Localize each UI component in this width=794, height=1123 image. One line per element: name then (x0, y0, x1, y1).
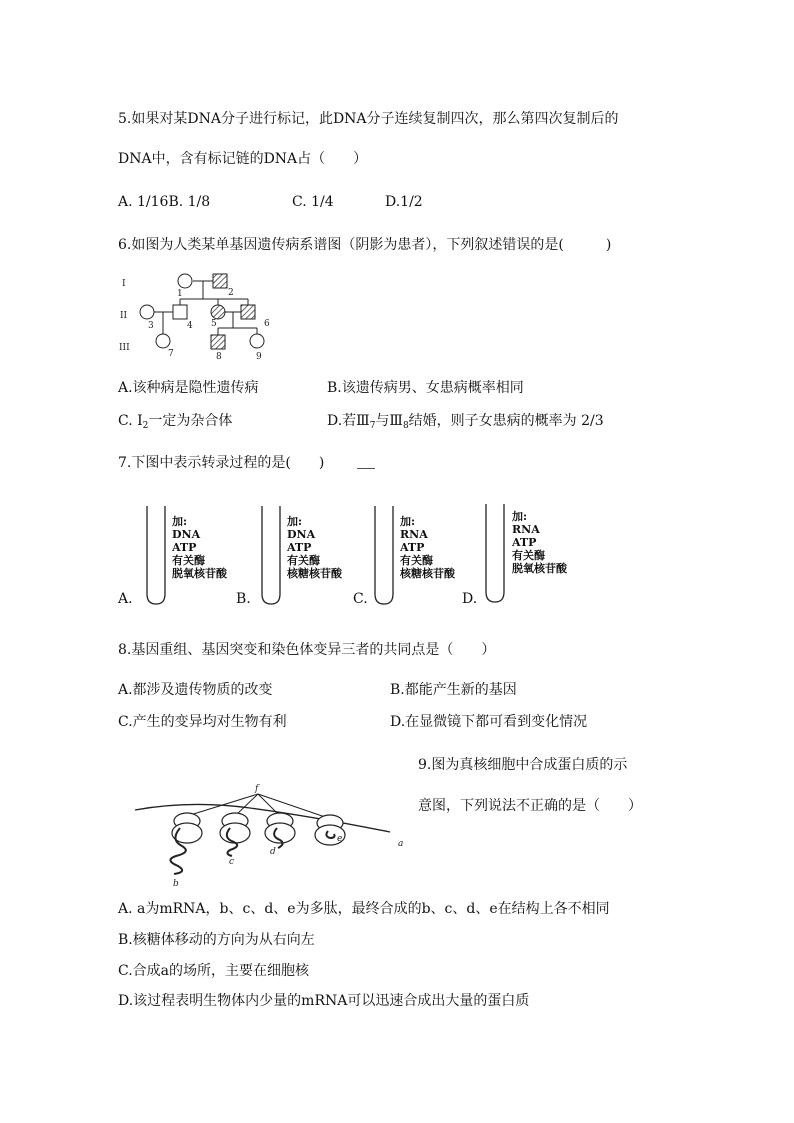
individual-label-2: 2 (228, 288, 234, 298)
tube-c-contents: 加: RNA ATP 有关酶 核糖核苷酸 (400, 515, 455, 580)
q5-option-c: C. 1/4 (292, 194, 334, 210)
test-tube-a-icon (144, 506, 168, 606)
q5-stem-line1: 5.如果对某DNA分子进行标记，此DNA分子连续复制四次，那么第四次复制后的 (118, 111, 619, 127)
q6-option-c: C. $Ⅰ_2$一定为杂合体 (118, 413, 233, 431)
q6-stem: 6.如图为人类某单基因遗传病系谱图（阴影为患者），下列叙述错误的是( ) (118, 237, 612, 253)
q9-stem-line1: 9.图为真核细胞中合成蛋白质的示 (418, 757, 628, 773)
generation-label-1: I (122, 279, 126, 289)
individual-label-1: 1 (177, 289, 183, 299)
tube-a-letter: A. (118, 591, 133, 607)
q5-option-d: D.1/2 (385, 194, 423, 210)
q9-option-c: C.合成a的场所，主要在细胞核 (118, 963, 310, 979)
tube-b-letter: B. (236, 591, 251, 607)
individual-label-3: 3 (148, 321, 154, 331)
q6-option-d: D.若$Ⅲ_7$与$Ⅲ_8$结婚，则子女患病的概率为 2/3 (327, 413, 604, 431)
q8-option-b: B.都能产生新的基因 (390, 682, 517, 698)
q8-option-a: A.都涉及遗传物质的改变 (118, 682, 273, 698)
test-tube-b-icon (259, 506, 283, 606)
q8-option-c: C.产生的变异均对生物有利 (118, 714, 287, 730)
label-f: f (255, 784, 259, 794)
answer-underline (357, 468, 375, 469)
q9-option-d: D.该过程表明生物体内少量的mRNA可以迅速合成出大量的蛋白质 (118, 993, 530, 1009)
q5-stem-line2: DNA中，含有标记链的DNA占（ ） (118, 151, 368, 167)
label-d: d (270, 847, 276, 857)
q8-stem: 8.基因重组、基因突变和染色体变异三者的共同点是（ ） (118, 642, 496, 658)
individual-label-4: 4 (187, 321, 193, 331)
individual-label-5: 5 (211, 319, 217, 329)
label-a: a (398, 839, 404, 849)
test-tube-d-icon (483, 504, 507, 604)
tube-d-letter: D. (462, 591, 478, 607)
individual-label-9: 9 (256, 352, 262, 362)
generation-label-2: II (120, 311, 128, 321)
test-tube-c-icon (372, 506, 396, 606)
q7-stem: 7.下图中表示转录过程的是( ) (118, 455, 325, 471)
tube-c-letter: C. (353, 591, 368, 607)
label-b: b (173, 879, 179, 889)
q8-option-d: D.在显微镜下都可看到变化情况 (390, 714, 588, 730)
q9-option-a: A. a为mRNA，b、c、d、e为多肽，最终合成的b、c、d、e在结构上各不相同 (118, 901, 610, 917)
label-c: c (229, 857, 235, 867)
q5-option-a: A. 1/16B. 1/8 (118, 194, 211, 210)
pedigree-chart (115, 268, 295, 363)
q9-stem-line2: 意图，下列说法不正确的是（ ） (418, 798, 642, 814)
individual-label-8: 8 (216, 352, 222, 362)
individual-label-6: 6 (264, 319, 270, 329)
polyribosome-diagram (130, 780, 415, 890)
generation-label-3: III (119, 343, 130, 353)
q6-option-a: A.该种病是隐性遗传病 (118, 380, 259, 396)
tube-d-contents: 加: RNA ATP 有关酶 脱氧核苷酸 (512, 510, 567, 575)
label-e: e (337, 834, 343, 844)
tube-a-contents: 加: DNA ATP 有关酶 脱氧核苷酸 (172, 515, 227, 580)
q9-option-b: B.核糖体移动的方向为从右向左 (118, 932, 315, 948)
individual-label-7: 7 (168, 349, 174, 359)
tube-b-contents: 加: DNA ATP 有关酶 核糖核苷酸 (287, 515, 342, 580)
q6-option-b: B.该遗传病男、女患病概率相同 (327, 380, 524, 396)
